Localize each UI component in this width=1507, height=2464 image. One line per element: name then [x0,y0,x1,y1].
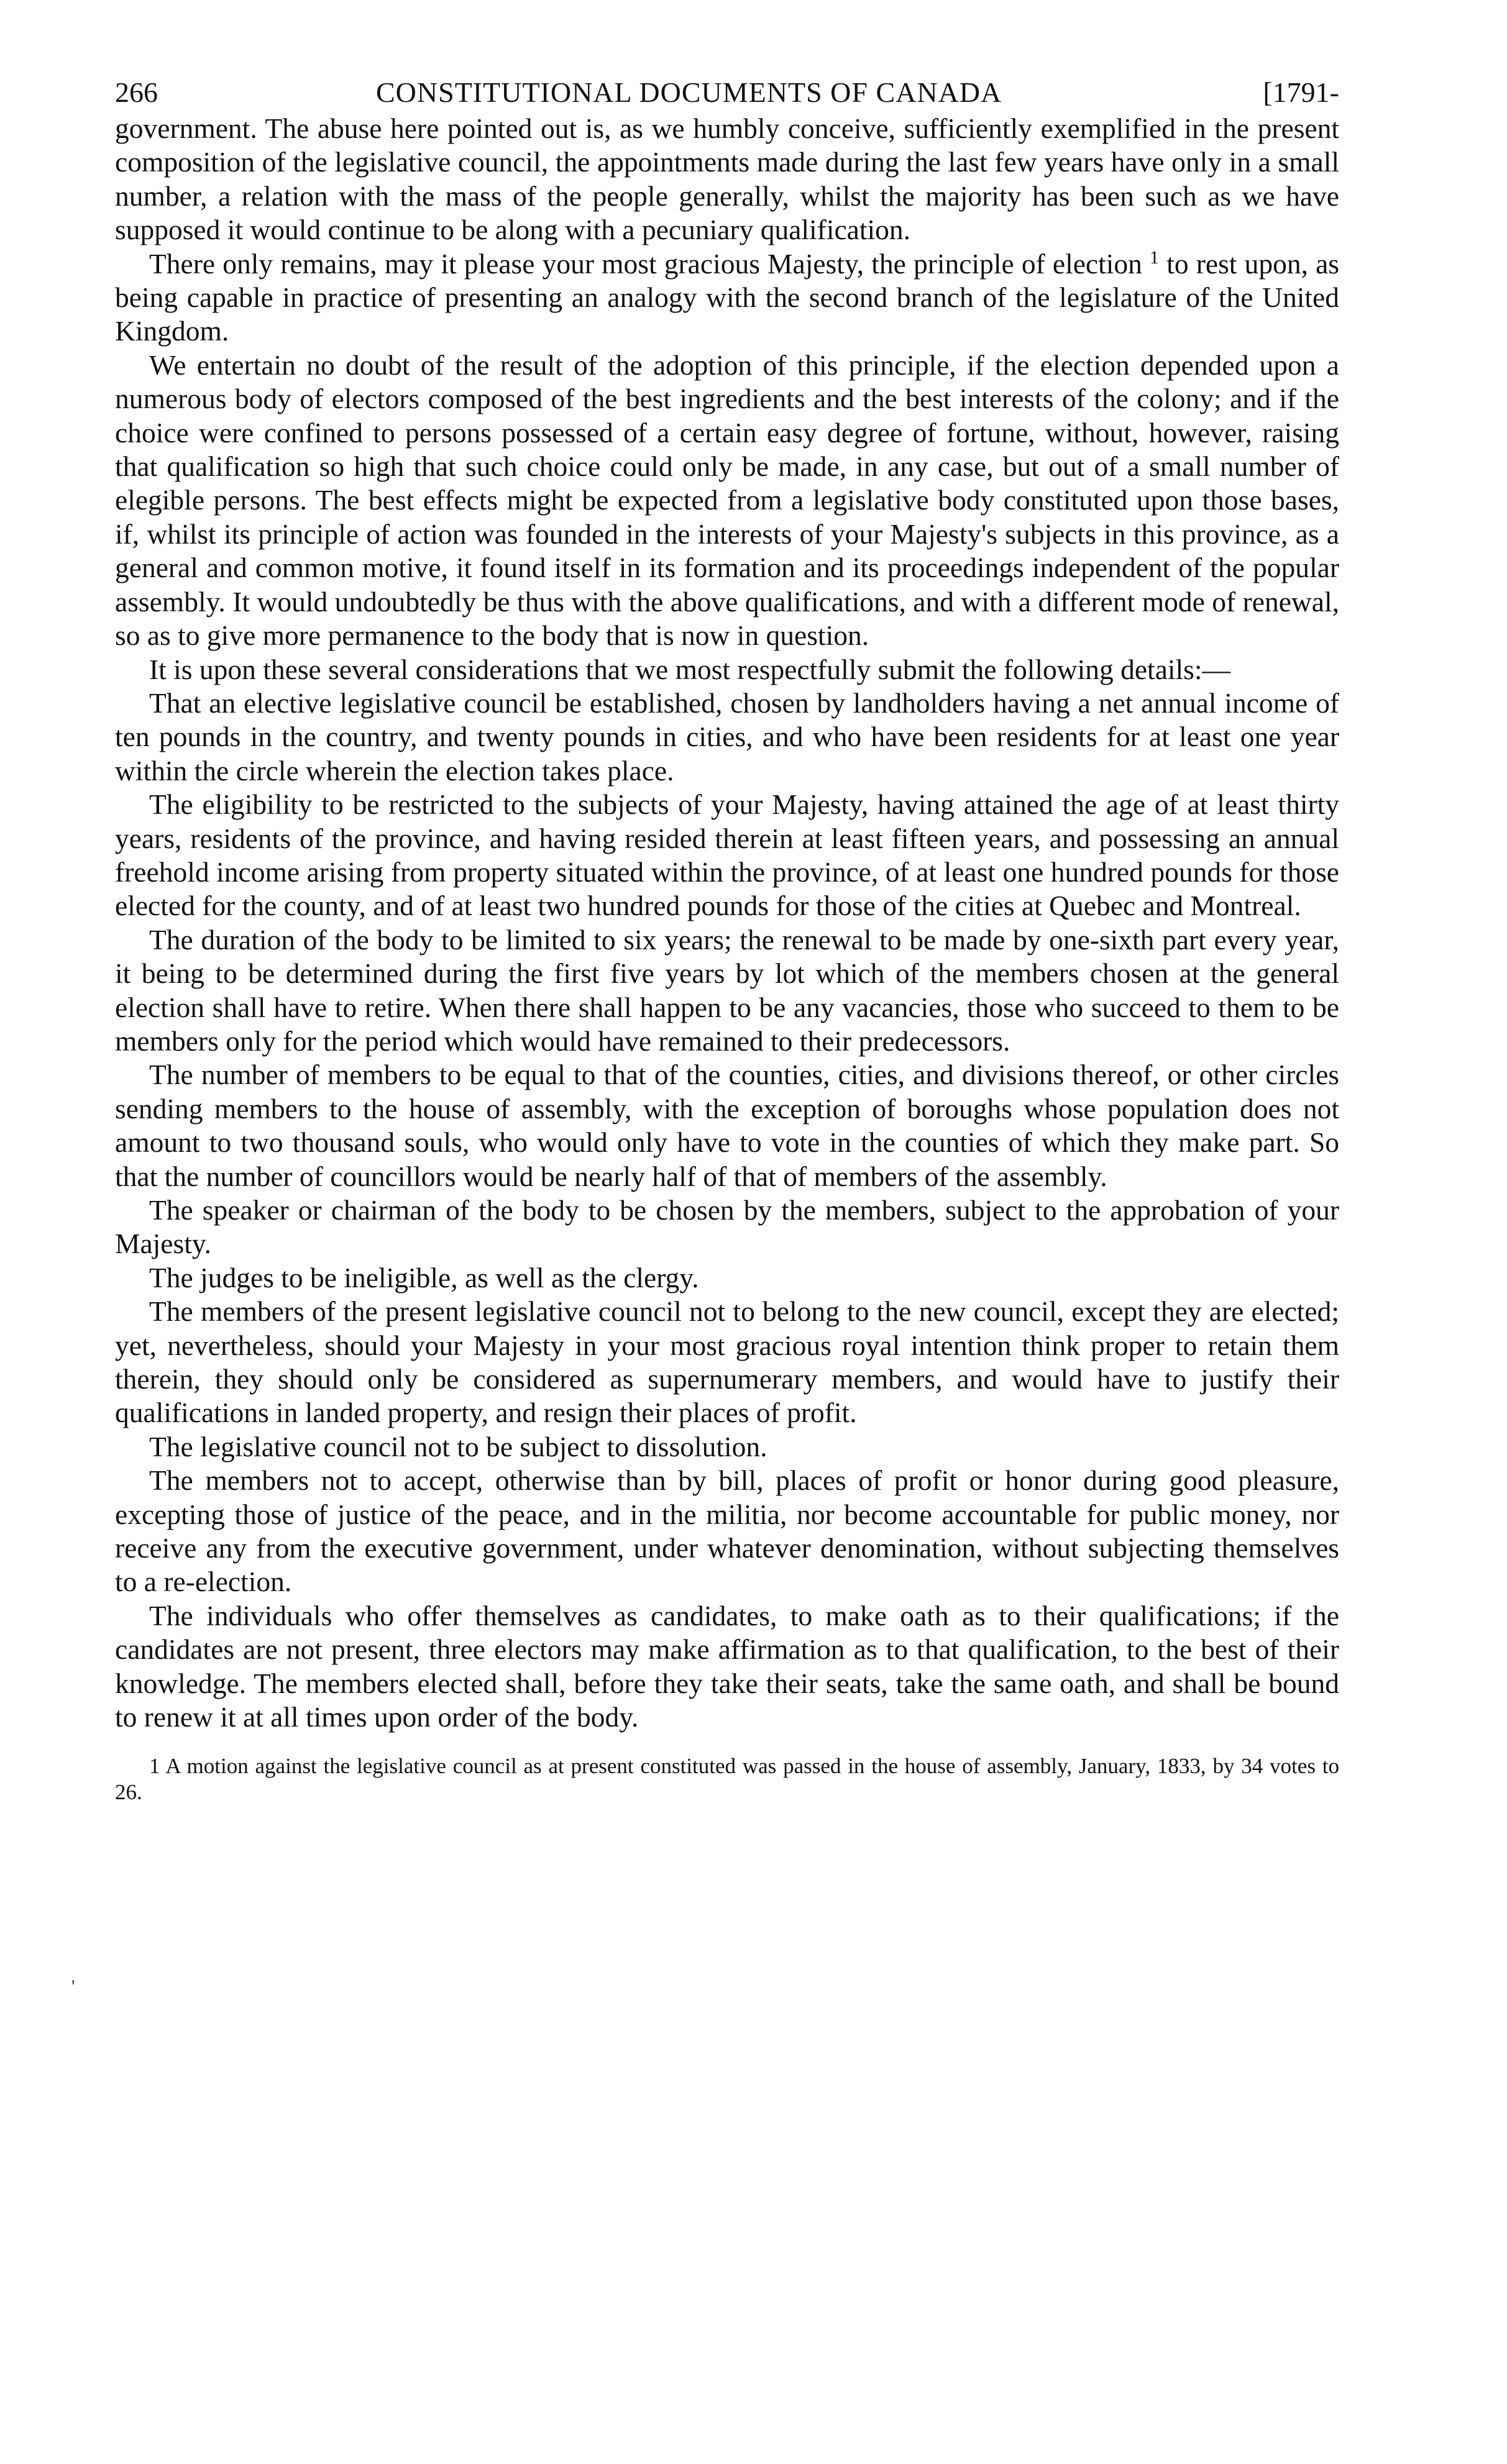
paragraph: The judges to be ineligible, as well as the clergy. [149,1261,699,1294]
paragraph: The eligibility to be restricted to the subjects of your Majesty, having attained the age of at least thirty years, residents of the province, and having resided therein at least fifteen years, and possessing an annual freehold income arising from property situated within the province, of at least one hundred pounds for those elected for the county, and of at least two hundred pounds for those of the cities at Quebec and Montreal. [115,788,1339,922]
paragraph: The individuals who offer themselves as candidates, to make oath as to their qualifications; if the candidates are not present, three electors may make affirmation as to that qualification, to the best of their knowledge. The members elected shall, before they take their seats, take the same oath, and shall be bound to renew it at all times upon order of the body. [115,1599,1339,1733]
paragraph: The duration of the body to be limited to six years; the renewal to be made by one-sixth part every year, it being to be determined during the first five years by lot which of the members chosen at the general election shall have to retire. When there shall happen to be any vacancies, those who succeed to them to be members only for the period which would have remained to their predecessors. [115,923,1339,1057]
paragraph: It is upon these several considerations that we most respectfully submit the following details:— [149,653,1231,685]
paragraph: The members not to accept, otherwise than by bill, places of profit or honor during good pleasure, excepting those of justice of the peace, and in the militia, nor become accountable for public money, nor receive any from the executive government, under whatever denomination, without subjecting themselves to a re-election. [115,1464,1339,1598]
running-year: [1791- [1263,76,1339,108]
footnote [115,1753,1339,1805]
footnote-reference: 1 [1150,247,1160,268]
paragraph: government. The abuse here pointed out is, as we humbly conceive, sufficiently exemplified in the present composition of the legislative council, the appointments made during the last few years have only in a small number, a relation with the mass of the people generally, whilst the majority has been such as we have supposed it would continue to be along with a pecuniary qualification. [115,112,1339,246]
paragraph: The speaker or chairman of the body to be chosen by the members, subject to the approbation of your Majesty. [115,1194,1339,1260]
footnotes [115,1753,1339,1805]
paragraph: The number of members to be equal to that of the counties, cities, and divisions thereof, or other circles sending members to the house of assembly, with the exception of boroughs whose population does not amount to two thousand souls, who would only have to vote in the counties of which they make part. So that the number of councillors would be nearly half of that of members of the assembly. [115,1059,1339,1192]
running-title: CONSTITUTIONAL DOCUMENTS OF CANADA [376,76,1002,108]
paragraph: We entertain no doubt of the result of the adoption of this principle, if the election depended upon a numerous body of electors composed of the best ingredients and the best interests of the colony; and if the choice were confined to persons possessed of a certain easy degree of fortune, without, however, raising that qualification so high that such choice could only be made, in any case, but out of a small number of elegible persons. The best effects might be expected from a legislative body constituted upon those bases, if, whilst its principle of action was founded in the interests of your Majesty's subjects in this province, as a general and common motive, it found itself in its formation and its proceedings independent of the popular assembly. It would undoubtedly be thus with the above qualifications, and with a different mode of renewal, so as to give more permanence to the body that is now in question. [115,349,1339,652]
paragraph [115,247,1339,349]
document-page [115,73,1339,1805]
footnote-text: A motion against the legislative council as at present constituted was passed in the house of assembly, January, 1833, by 34 votes to 26. [115,1753,1339,1804]
footnote-marker: 1 [149,1753,160,1778]
paragraph: That an elective legislative council be established, chosen by landholders having a net annual income of ten pounds in the country, and twenty pounds in cities, and who have been residents for at least one year within the circle wherein the election takes place. [115,687,1339,787]
page-number: 266 [115,76,158,108]
paragraph-text: There only remains, may it please your most gracious Majesty, the principle of election [149,247,1142,280]
margin-mark: ' [71,1976,75,1997]
paragraph: The legislative council not to be subject to dissolution. [149,1430,767,1462]
paragraph: The members of the present legislative council not to belong to the new council, except they are elected; yet, nevertheless, should your Majesty in your most gracious royal intention think proper to retain them therein, they should only be considered as supernumerary members, and would have to justify their qualifications in landed property, and resign their places of profit. [115,1295,1339,1429]
body-text [115,112,1339,1735]
running-head [115,73,1339,112]
paragraph-text: to rest upon, as being capable in practice of presenting an analogy with the second branch of the legislature of the United Kingdom. [115,247,1340,347]
